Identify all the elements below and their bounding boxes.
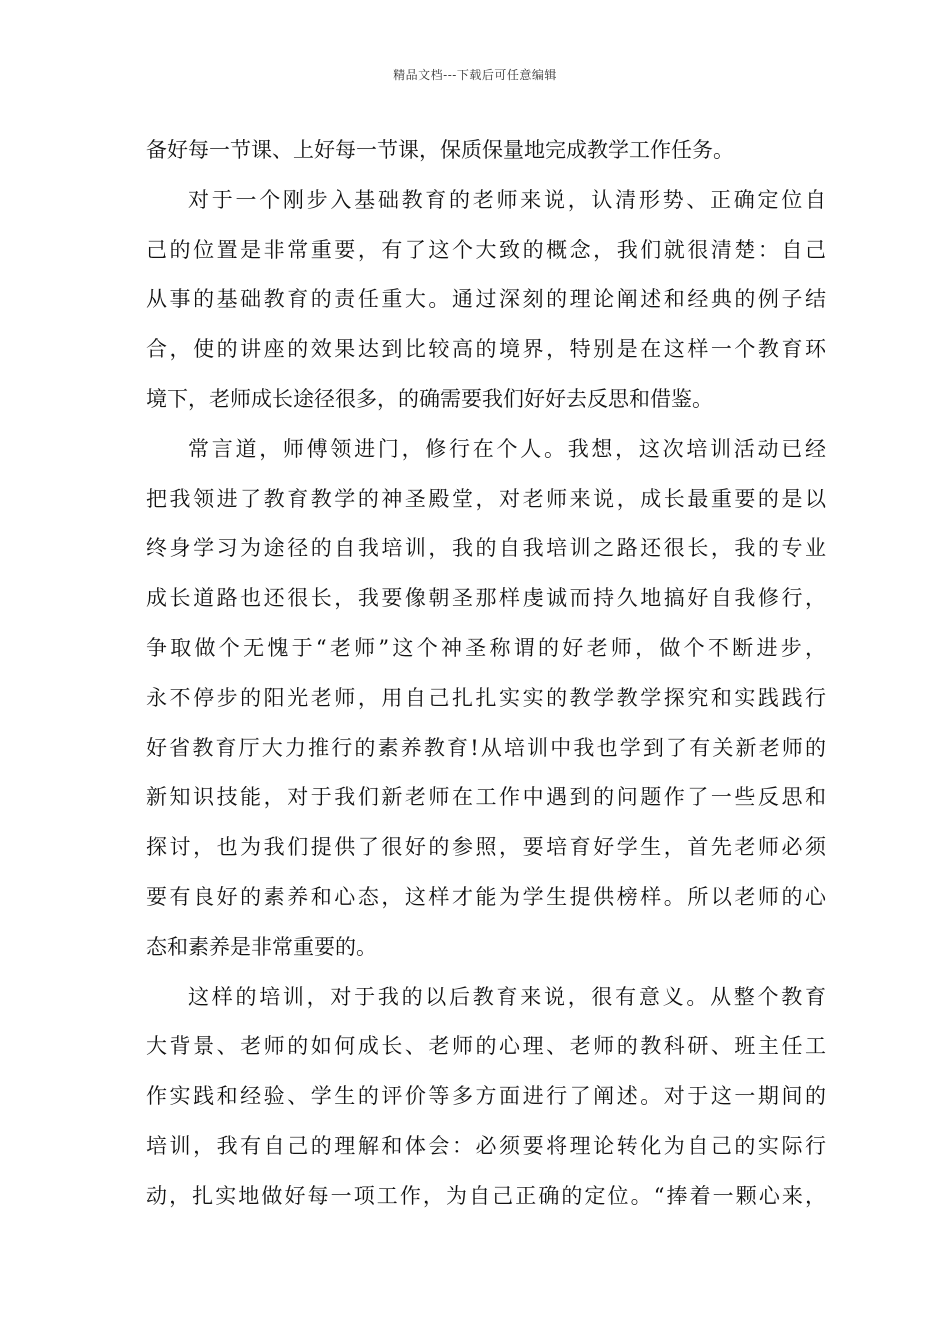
text-line: 对于一个刚步入基础教育的老师来说，认清形势、正确定位自 bbox=[188, 187, 826, 212]
text-line: 好省教育厅大力推行的素养教育!从培训中我也学到了有关新老师的 bbox=[146, 735, 826, 760]
text-line: 这样的培训，对于我的以后教育来说，很有意义。从整个教育 bbox=[188, 984, 826, 1009]
text-line: 要有良好的素养和心态，这样才能为学生提供榜样。所以老师的心 bbox=[146, 884, 826, 909]
text-line: 培训，我有自己的理解和体会：必须要将理论转化为自己的实际行 bbox=[146, 1133, 826, 1158]
text-line: 探讨，也为我们提供了很好的参照，要培育好学生，首先老师必须 bbox=[146, 835, 826, 860]
text-line: 从事的基础教育的责任重大。通过深刻的理论阐述和经典的例子结 bbox=[146, 287, 826, 312]
text-line: 新知识技能，对于我们新老师在工作中遇到的问题作了一些反思和 bbox=[146, 785, 826, 810]
text-line: 成长道路也还很长，我要像朝圣那样虔诚而持久地搞好自我修行， bbox=[146, 586, 826, 611]
text-line: 己的位置是非常重要，有了这个大致的概念，我们就很清楚：自己 bbox=[146, 237, 826, 262]
text-line: 态和素养是非常重要的。 bbox=[146, 934, 377, 959]
text-line: 把我领进了教育教学的神圣殿堂，对老师来说，成长最重要的是以 bbox=[146, 486, 826, 511]
text-line: 作实践和经验、学生的评价等多方面进行了阐述。对于这一期间的 bbox=[146, 1084, 826, 1109]
text-line: 终身学习为途径的自我培训，我的自我培训之路还很长，我的专业 bbox=[146, 536, 826, 561]
text-line: 常言道，师傅领进门，修行在个人。我想，这次培训活动已经 bbox=[188, 436, 826, 461]
document-body bbox=[146, 126, 826, 1222]
text-line: 动，扎实地做好每一项工作，为自己正确的定位。“捧着一颗心来， bbox=[146, 1183, 826, 1208]
page-header: 精品文档---下载后可任意编辑 bbox=[393, 68, 557, 82]
text-line: 备好每一节课、上好每一节课，保质保量地完成教学工作任务。 bbox=[146, 138, 734, 162]
text-line: 永不停步的阳光老师，用自己扎扎实实的教学教学探究和实践践行 bbox=[146, 685, 826, 710]
text-line: 争取做个无愧于“老师”这个神圣称谓的好老师，做个不断进步， bbox=[146, 635, 826, 660]
text-line: 大背景、老师的如何成长、老师的心理、老师的教科研、班主任工 bbox=[146, 1034, 826, 1059]
text-line: 合，使的讲座的效果达到比较高的境界，特别是在这样一个教育环 bbox=[146, 337, 826, 362]
text-line: 境下，老师成长途径很多，的确需要我们好好去反思和借鉴。 bbox=[146, 386, 713, 411]
